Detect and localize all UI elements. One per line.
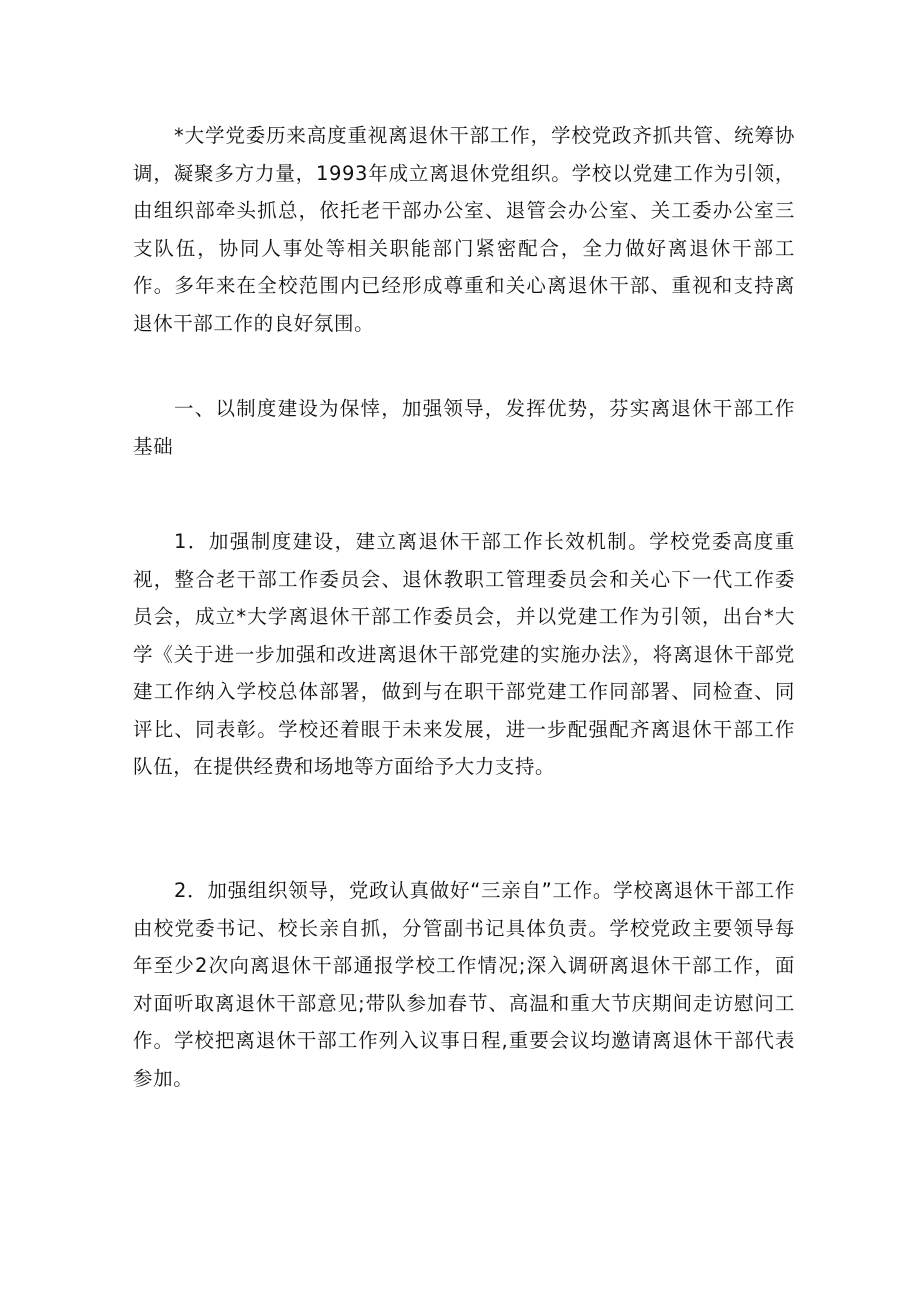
item-paragraph-2: 2．加强组织领导，党政认真做好“三亲自”工作。学校离退休干部工作由校党委书记、校长亲自抓，分管副书记具体负责。学校党政主要领导每年至少2次向离退休干部通报学校工作情况;深入调研离退休干部工作，面对面听取离退休干部意见;带队参加春节、高温和重大节庆期间走访慰问工作。学校把离退休干部工作列入议事日程,重要会议均邀请离退休干部代表参加。 (133, 879, 795, 1090)
item-paragraph-1: 1．加强制度建设，建立离退休干部工作长效机制。学校党委高度重视，整合老干部工作委员会、退休教职工管理委员会和关心下一代工作委员会，成立*大学离退休干部工作委员会，并以党建工作为引领，出台*大学《关于进一步加强和改进离退休干部党建的实施办法》，将离退休干部党建工作纳入学校总体部署，做到与在职干部党建工作同部署、同检查、同评比、同表彰。学校还着眼于未来发展，进一步配强配齐离退休干部工作队伍，在提供经费和场地等方面给予大力支持。 (133, 530, 795, 778)
section-heading-1: 一、以制度建设为保悻，加强领导，发挥优势，芬实离退休干部工作基础 (133, 397, 795, 458)
intro-paragraph: *大学党委历来高度重视离退休干部工作，学校党政齐抓共管、统筹协调，凝聚多方力量，1993年成立离退休党组织。学校以党建工作为引领，由组织部牵头抓总，依托老干部办公室、退管会办公室、关工委办公室三支队伍，协同人事处等相关职能部门紧密配合，全力做好离退休干部工作。多年来在全校范围内已经形成尊重和关心离退休干部、重视和支持离退休干部工作的良好氛围。 (133, 124, 795, 335)
